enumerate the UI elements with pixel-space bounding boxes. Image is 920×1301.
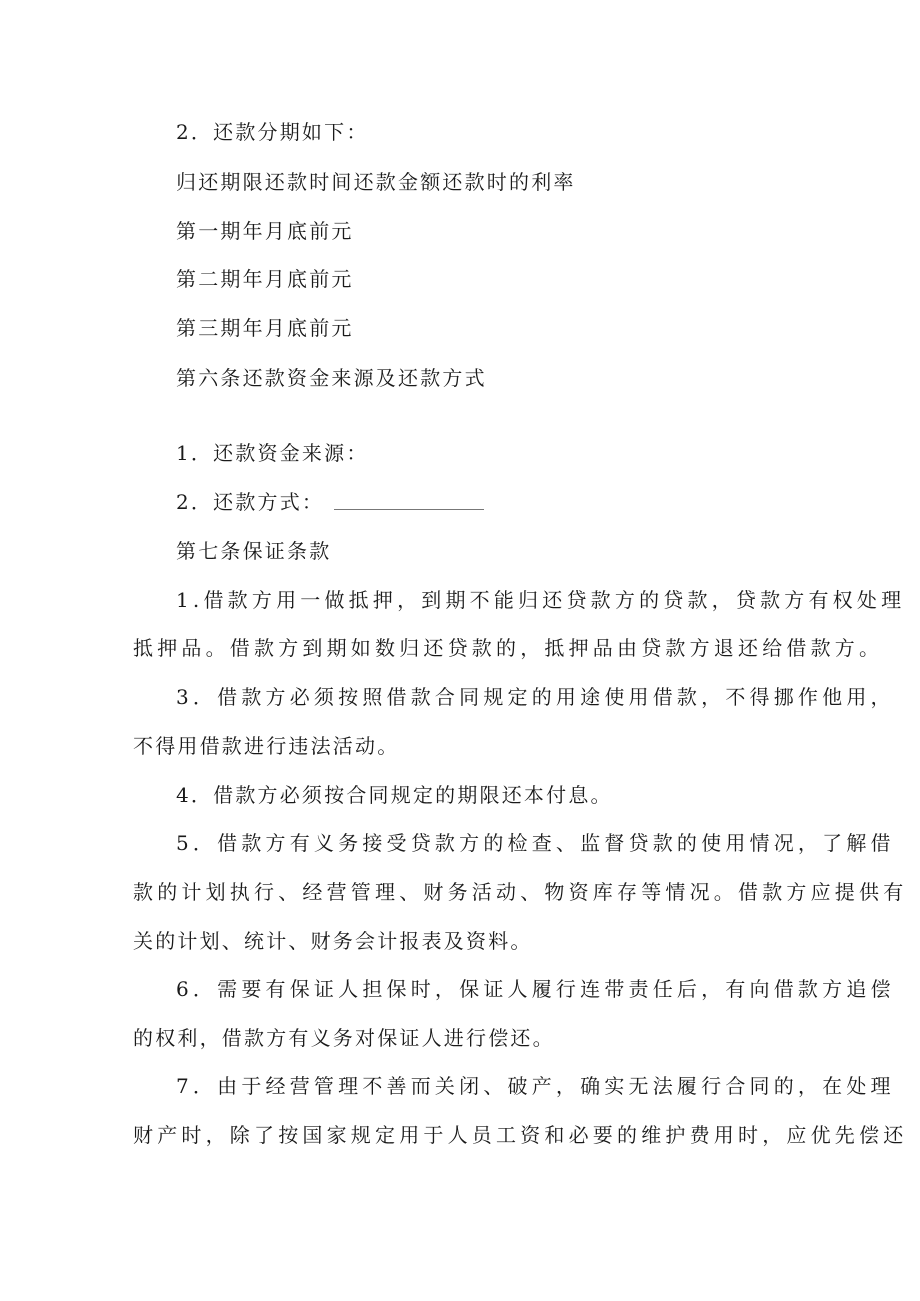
- clause-5-line-1: 5．借款方有义务接受贷款方的检查、监督贷款的使用情况，了解借: [176, 831, 895, 855]
- clause-3-line-1: 3．借款方必须按照借款合同规定的用途使用借款，不得挪作他用，: [176, 685, 895, 709]
- clause-4: 4．借款方必须按合同规定的期限还本付息。: [176, 783, 613, 807]
- text-line-period-3: 第三期年月底前元: [176, 316, 354, 340]
- clause-1-line-1: 1.借款方用一做抵押，到期不能归还贷款方的贷款，贷款方有权处理: [176, 588, 906, 612]
- text-line-table-header: 归还期限还款时间还款金额还款时的利率: [176, 170, 576, 194]
- text-line-period-1: 第一期年月底前元: [176, 219, 354, 243]
- text-line-funding-source: 1．还款资金来源：: [176, 441, 369, 465]
- repayment-method-label: 2．还款方式：: [176, 490, 325, 514]
- text-line-repayment-installments: 2．还款分期如下：: [176, 120, 369, 144]
- clause-5-line-3: 关的计划、统计、财务会计报表及资料。: [133, 929, 533, 953]
- article-6-heading: 第六条还款资金来源及还款方式: [176, 366, 487, 390]
- fill-in-blank-line: [334, 508, 484, 510]
- clause-7-line-2: 财产时，除了按国家规定用于人员工资和必要的维护费用时，应优先偿还: [133, 1123, 908, 1147]
- clause-1-line-2: 抵押品。借款方到期如数归还贷款的，抵押品由贷款方退还给借款方。: [133, 636, 884, 660]
- text-line-repayment-method: [176, 490, 484, 514]
- clause-6-line-2: 的权利，借款方有义务对保证人进行偿还。: [133, 1026, 555, 1050]
- clause-5-line-2: 款的计划执行、经营管理、财务活动、物资库存等情况。借款方应提供有: [133, 880, 908, 904]
- clause-7-line-1: 7．由于经营管理不善而关闭、破产，确实无法履行合同的，在处理: [176, 1074, 895, 1098]
- clause-6-line-1: 6．需要有保证人担保时，保证人履行连带责任后，有向借款方追偿: [176, 977, 895, 1001]
- text-line-period-2: 第二期年月底前元: [176, 267, 354, 291]
- clause-3-line-2: 不得用借款进行违法活动。: [133, 734, 400, 758]
- article-7-heading: 第七条保证条款: [176, 539, 332, 563]
